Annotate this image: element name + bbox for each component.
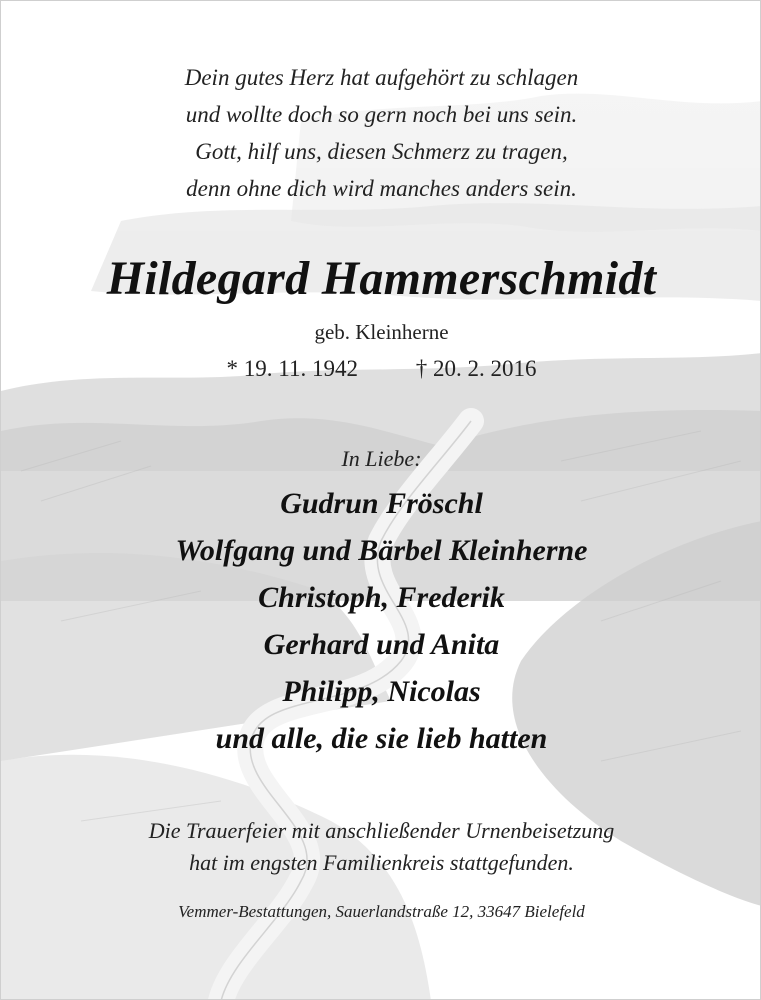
maiden-name: geb. Kleinherne [314, 320, 449, 344]
life-dates [1, 353, 761, 385]
poem-line: Dein gutes Herz hat aufgehört zu schlagen [184, 65, 579, 90]
poem-line: denn ohne dich wird manches anders sein. [186, 176, 577, 201]
funeral-notice [1, 815, 761, 879]
mourners-intro: In Liebe: [341, 446, 422, 471]
poem-line: Gott, hilf uns, diesen Schmerz zu tragen, [195, 139, 568, 164]
death-date: † 20. 2. 2016 [415, 356, 537, 381]
memorial-poem [1, 59, 761, 207]
poem-line: und wollte doch so gern noch bei uns sein. [185, 102, 578, 127]
mourner-line: Wolfgang und Bärbel Kleinherne [175, 534, 588, 567]
notice-line: Die Trauerfeier mit anschließender Urnenbeisetzung [148, 818, 615, 843]
mourner-line: und alle, die sie lieb hatten [215, 722, 548, 755]
mourners-list [1, 480, 761, 762]
notice-line: hat im engsten Familienkreis stattgefunden. [189, 850, 574, 875]
mourner-line: Philipp, Nicolas [282, 675, 481, 708]
mourner-line: Gerhard und Anita [263, 628, 500, 661]
mourner-line: Christoph, Frederik [258, 581, 505, 614]
birth-date: * 19. 11. 1942 [226, 356, 358, 381]
deceased-name: Hildegard Hammerschmidt [106, 252, 657, 305]
mourner-line: Gudrun Fröschl [280, 487, 483, 520]
undertaker-address: Vemmer-Bestattungen, Sauerlandstraße 12, 33647 Bielefeld [178, 902, 585, 921]
